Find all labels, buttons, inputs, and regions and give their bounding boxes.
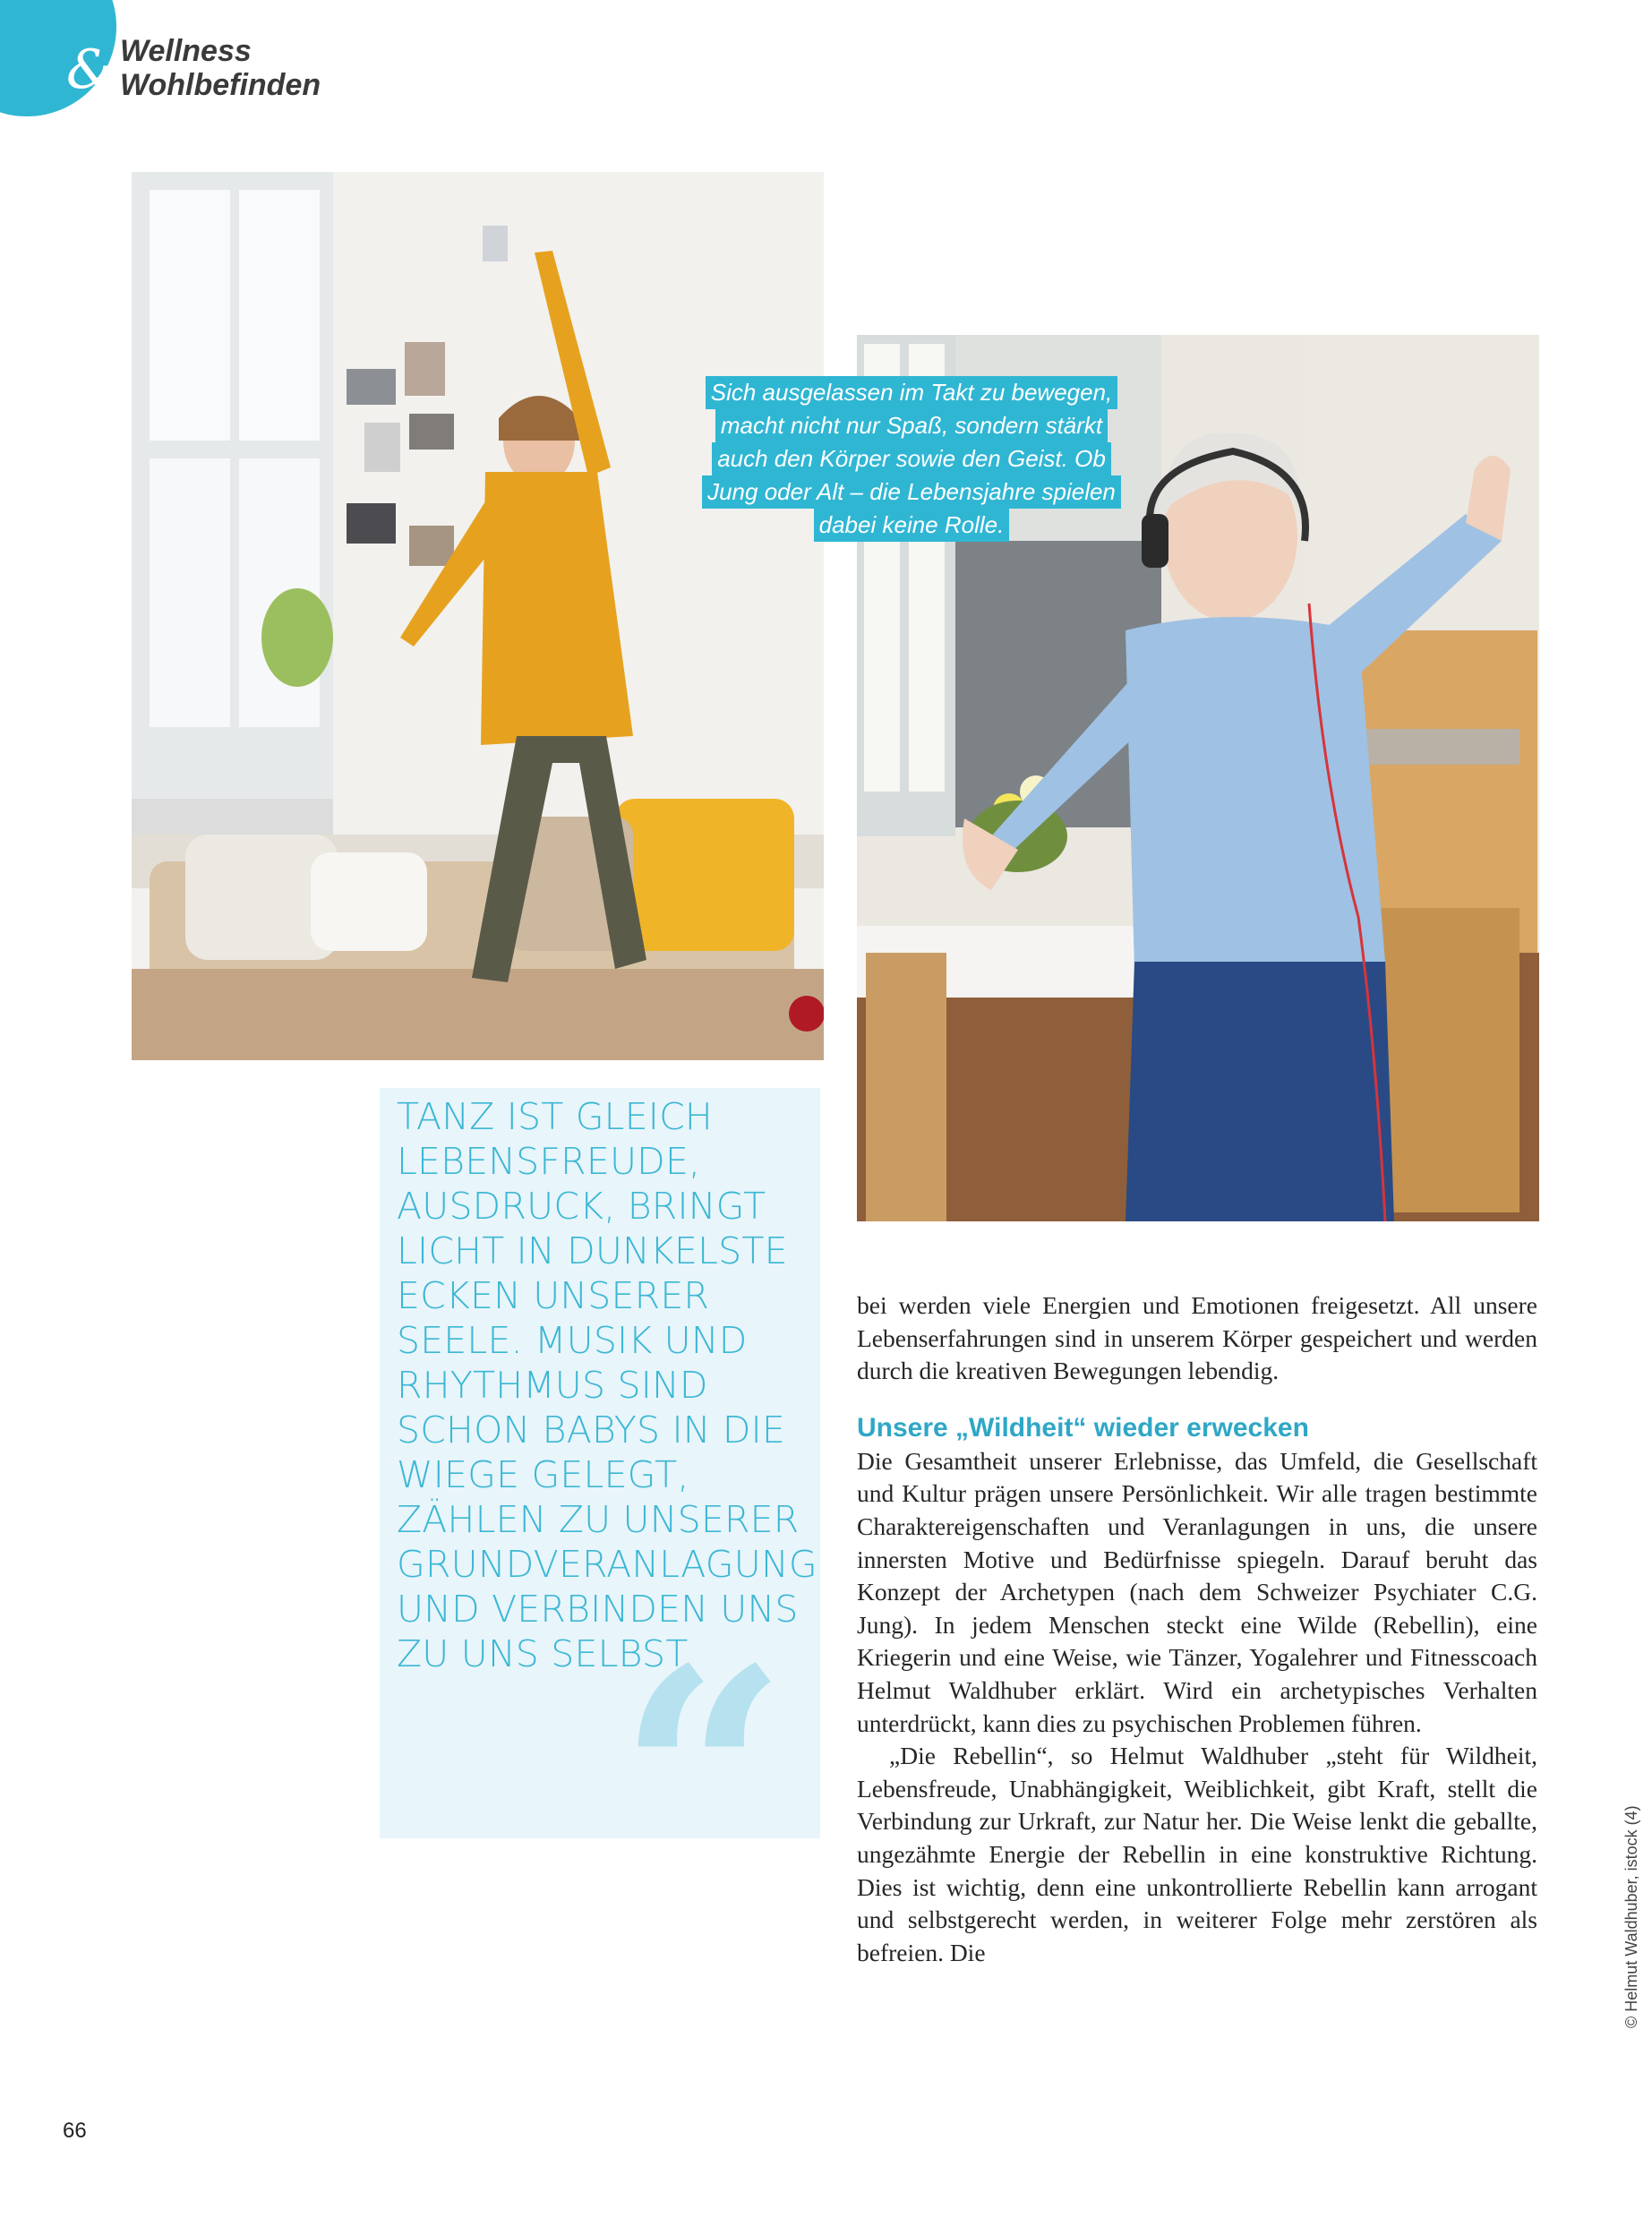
article-paragraph: „Die Rebellin“, so Helmut Waldhuber „steht für Wildheit, Lebensfreude, Unabhängigkeit, Weiblichkeit, gibt Kraft, stellt die Verbindung zur Urkraft, zur Natur her. Die Weise lenkt die geballte, ungezähmte Energie der Rebellin in eine konstruktive Richtung. Dies ist wichtig, denn eine unkontrollierte Rebellin kann arrogant und selbstgerecht werden, in weiterer Folge mehr zerstören als befreien. Die xyxy=(857,1742,1537,1966)
page-number: 66 xyxy=(63,2119,87,2143)
caption-line: Sich ausgelassen im Takt zu bewegen, xyxy=(706,376,1118,409)
section-ampersand: & xyxy=(66,39,115,101)
section-title-wellness: Wellness xyxy=(120,34,252,68)
pull-quote-text: TANZ IST GLEICH LEBENSFREUDE, AUSDRUCK, BRINGT LICHT IN DUNKELSTE ECKEN UNSERER SEELE. MUSIK UND RHYTHMUS SIND SCHON BABYS IN DIE WIEGE GELEGT, ZÄHLEN ZU UNSERER GRUNDVERANLAGUNG UND VERBINDEN UNS ZU UNS SELBST. xyxy=(397,1095,817,1675)
photo-credit: © Helmut Waldhuber, istock (4) xyxy=(1622,1805,1640,2028)
article-body xyxy=(857,1289,1537,1969)
caption-line: Jung oder Alt – die Lebensjahre spielen xyxy=(702,475,1121,509)
article-paragraph: Die Gesamtheit unserer Erlebnisse, das Umfeld, die Gesellschaft und Kultur prägen unsere Persönlichkeit. Wir alle tragen bestimmte Charaktereigenschaften und Veranlagungen in uns, die unsere innersten Motive und Bedürfnisse spiegeln. Darauf beruht das Konzept der Archetypen (nach dem Schweizer Psychiater C.G. Jung). In jedem Menschen steckt eine Wilde (Rebellin), eine Kriegerin und eine Weise, wie Tänzer, Yogalehrer und Fitnesscoach Helmut Waldhuber erklärt. Wird ein archetypisches Verhalten unterdrückt, kann dies zu psychischen Problemen führen. xyxy=(857,1446,1537,1737)
caption-line: dabei keine Rolle. xyxy=(814,509,1010,542)
quote-mark-icon: “ xyxy=(618,1604,788,1951)
article-subheading: Unsere „Wildheit“ wieder erwecken xyxy=(857,1412,1309,1443)
photo-caption xyxy=(688,376,1135,542)
photo-young-woman-dancing xyxy=(132,172,824,1060)
caption-line: auch den Körper sowie den Geist. Ob xyxy=(712,442,1111,475)
caption-line: macht nicht nur Spaß, sondern stärkt xyxy=(715,409,1108,442)
section-title-wohlbefinden: Wohlbefinden xyxy=(120,68,321,102)
article-paragraph: bei werden viele Energien und Emotionen freigesetzt. All unsere Lebenserfahrungen sind in unserem Körper gespeichert und werden durch die kreativen Bewegungen lebendig. xyxy=(857,1291,1537,1385)
